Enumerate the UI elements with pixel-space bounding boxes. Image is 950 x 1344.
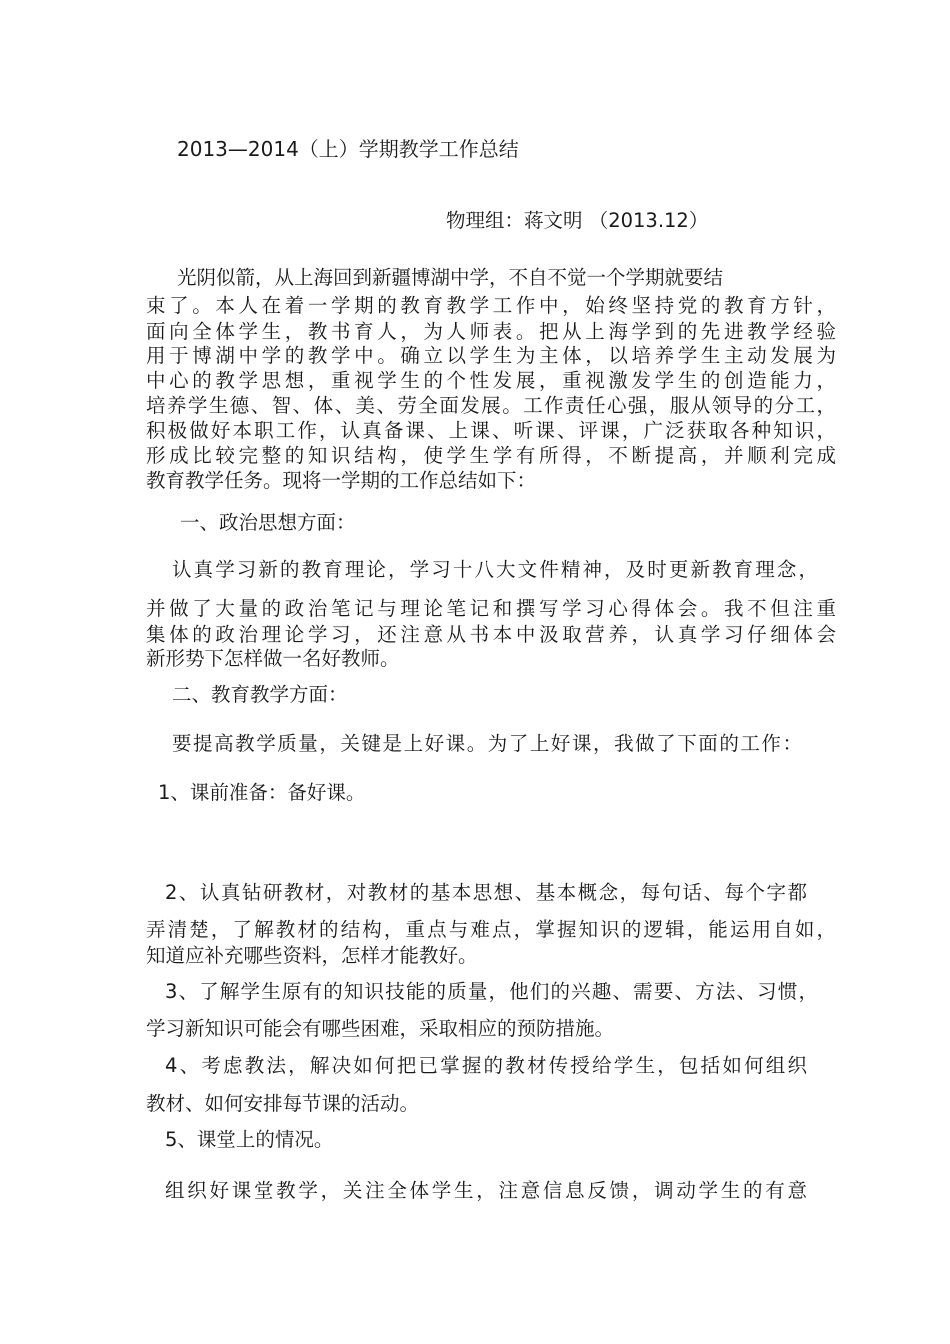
paragraph-line: 知道应补充哪些资料，怎样才能教好。 (146, 944, 478, 967)
doc-author: 物理组：蒋文明 （2013.12） (446, 209, 709, 232)
paragraph-line: 用于博湖中学的教学中。确立以学生为主体，以培养学生主动发展为 (146, 344, 836, 367)
paragraph-line: 光阴似箭，从上海回到新疆博湖中学，不自不觉一个学期就要结 (177, 266, 724, 289)
list-item: 5、课堂上的情况。 (165, 1128, 334, 1151)
list-item: 3、了解学生原有的知识技能的质量，他们的兴趣、需要、方法、习惯， (165, 980, 818, 1003)
section-heading: 一、政治思想方面： (180, 511, 356, 534)
paragraph-line: 学习新知识可能会有哪些困难，采取相应的预防措施。 (146, 1017, 615, 1040)
paragraph-line: 组织好课堂教学，关注全体学生，注意信息反馈，调动学生的有意 (165, 1179, 807, 1202)
list-item: 4、考虑教法，解决如何把已掌握的教材传授给学生，包括如何组织 (165, 1054, 807, 1077)
paragraph-line: 中心的教学思想，重视学生的个性发展，重视激发学生的创造能力， (146, 369, 836, 392)
paragraph-line: 要提高教学质量，关键是上好课。为了上好课，我做了下面的工作： (172, 732, 802, 755)
paragraph-line: 新形势下怎样做一名好教师。 (146, 647, 400, 670)
paragraph-line: 教材、如何安排每节课的活动。 (146, 1092, 420, 1115)
paragraph-line: 形成比较完整的知识结构，使学生学有所得，不断提高，并顺利完成 (146, 444, 836, 467)
list-item: 2、认真钻研教材，对教材的基本思想、基本概念，每句话、每个字都 (165, 881, 807, 904)
paragraph-line: 弄清楚，了解教材的结构，重点与难点，掌握知识的逻辑，能运用自如， (146, 918, 836, 941)
paragraph-line: 认真学习新的教育理论，学习十八大文件精神，及时更新教育理念， (172, 558, 818, 581)
list-item: 1、课前准备：备好课。 (158, 781, 366, 804)
paragraph-line: 束了。本人在着一学期的教育教学工作中，始终坚持党的教育方针， (146, 294, 836, 317)
paragraph-line: 培养学生德、智、体、美、劳全面发展。工作责任心强，服从领导的分工， (146, 394, 836, 417)
paragraph-line: 教育教学任务。现将一学期的工作总结如下： (146, 469, 537, 492)
paragraph-line: 集体的政治理论学习，还注意从书本中汲取营养，认真学习仔细体会 (146, 623, 836, 646)
paragraph-line: 积极做好本职工作，认真备课、上课、听课、评课，广泛获取各种知识， (146, 419, 836, 442)
section-heading: 二、教育教学方面： (172, 683, 348, 706)
paragraph-line: 并做了大量的政治笔记与理论笔记和撰写学习心得体会。我不但注重 (146, 597, 836, 620)
doc-title: 2013—2014（上）学期教学工作总结 (177, 137, 519, 161)
paragraph-line: 面向全体学生，教书育人，为人师表。把从上海学到的先进教学经验 (146, 320, 836, 343)
